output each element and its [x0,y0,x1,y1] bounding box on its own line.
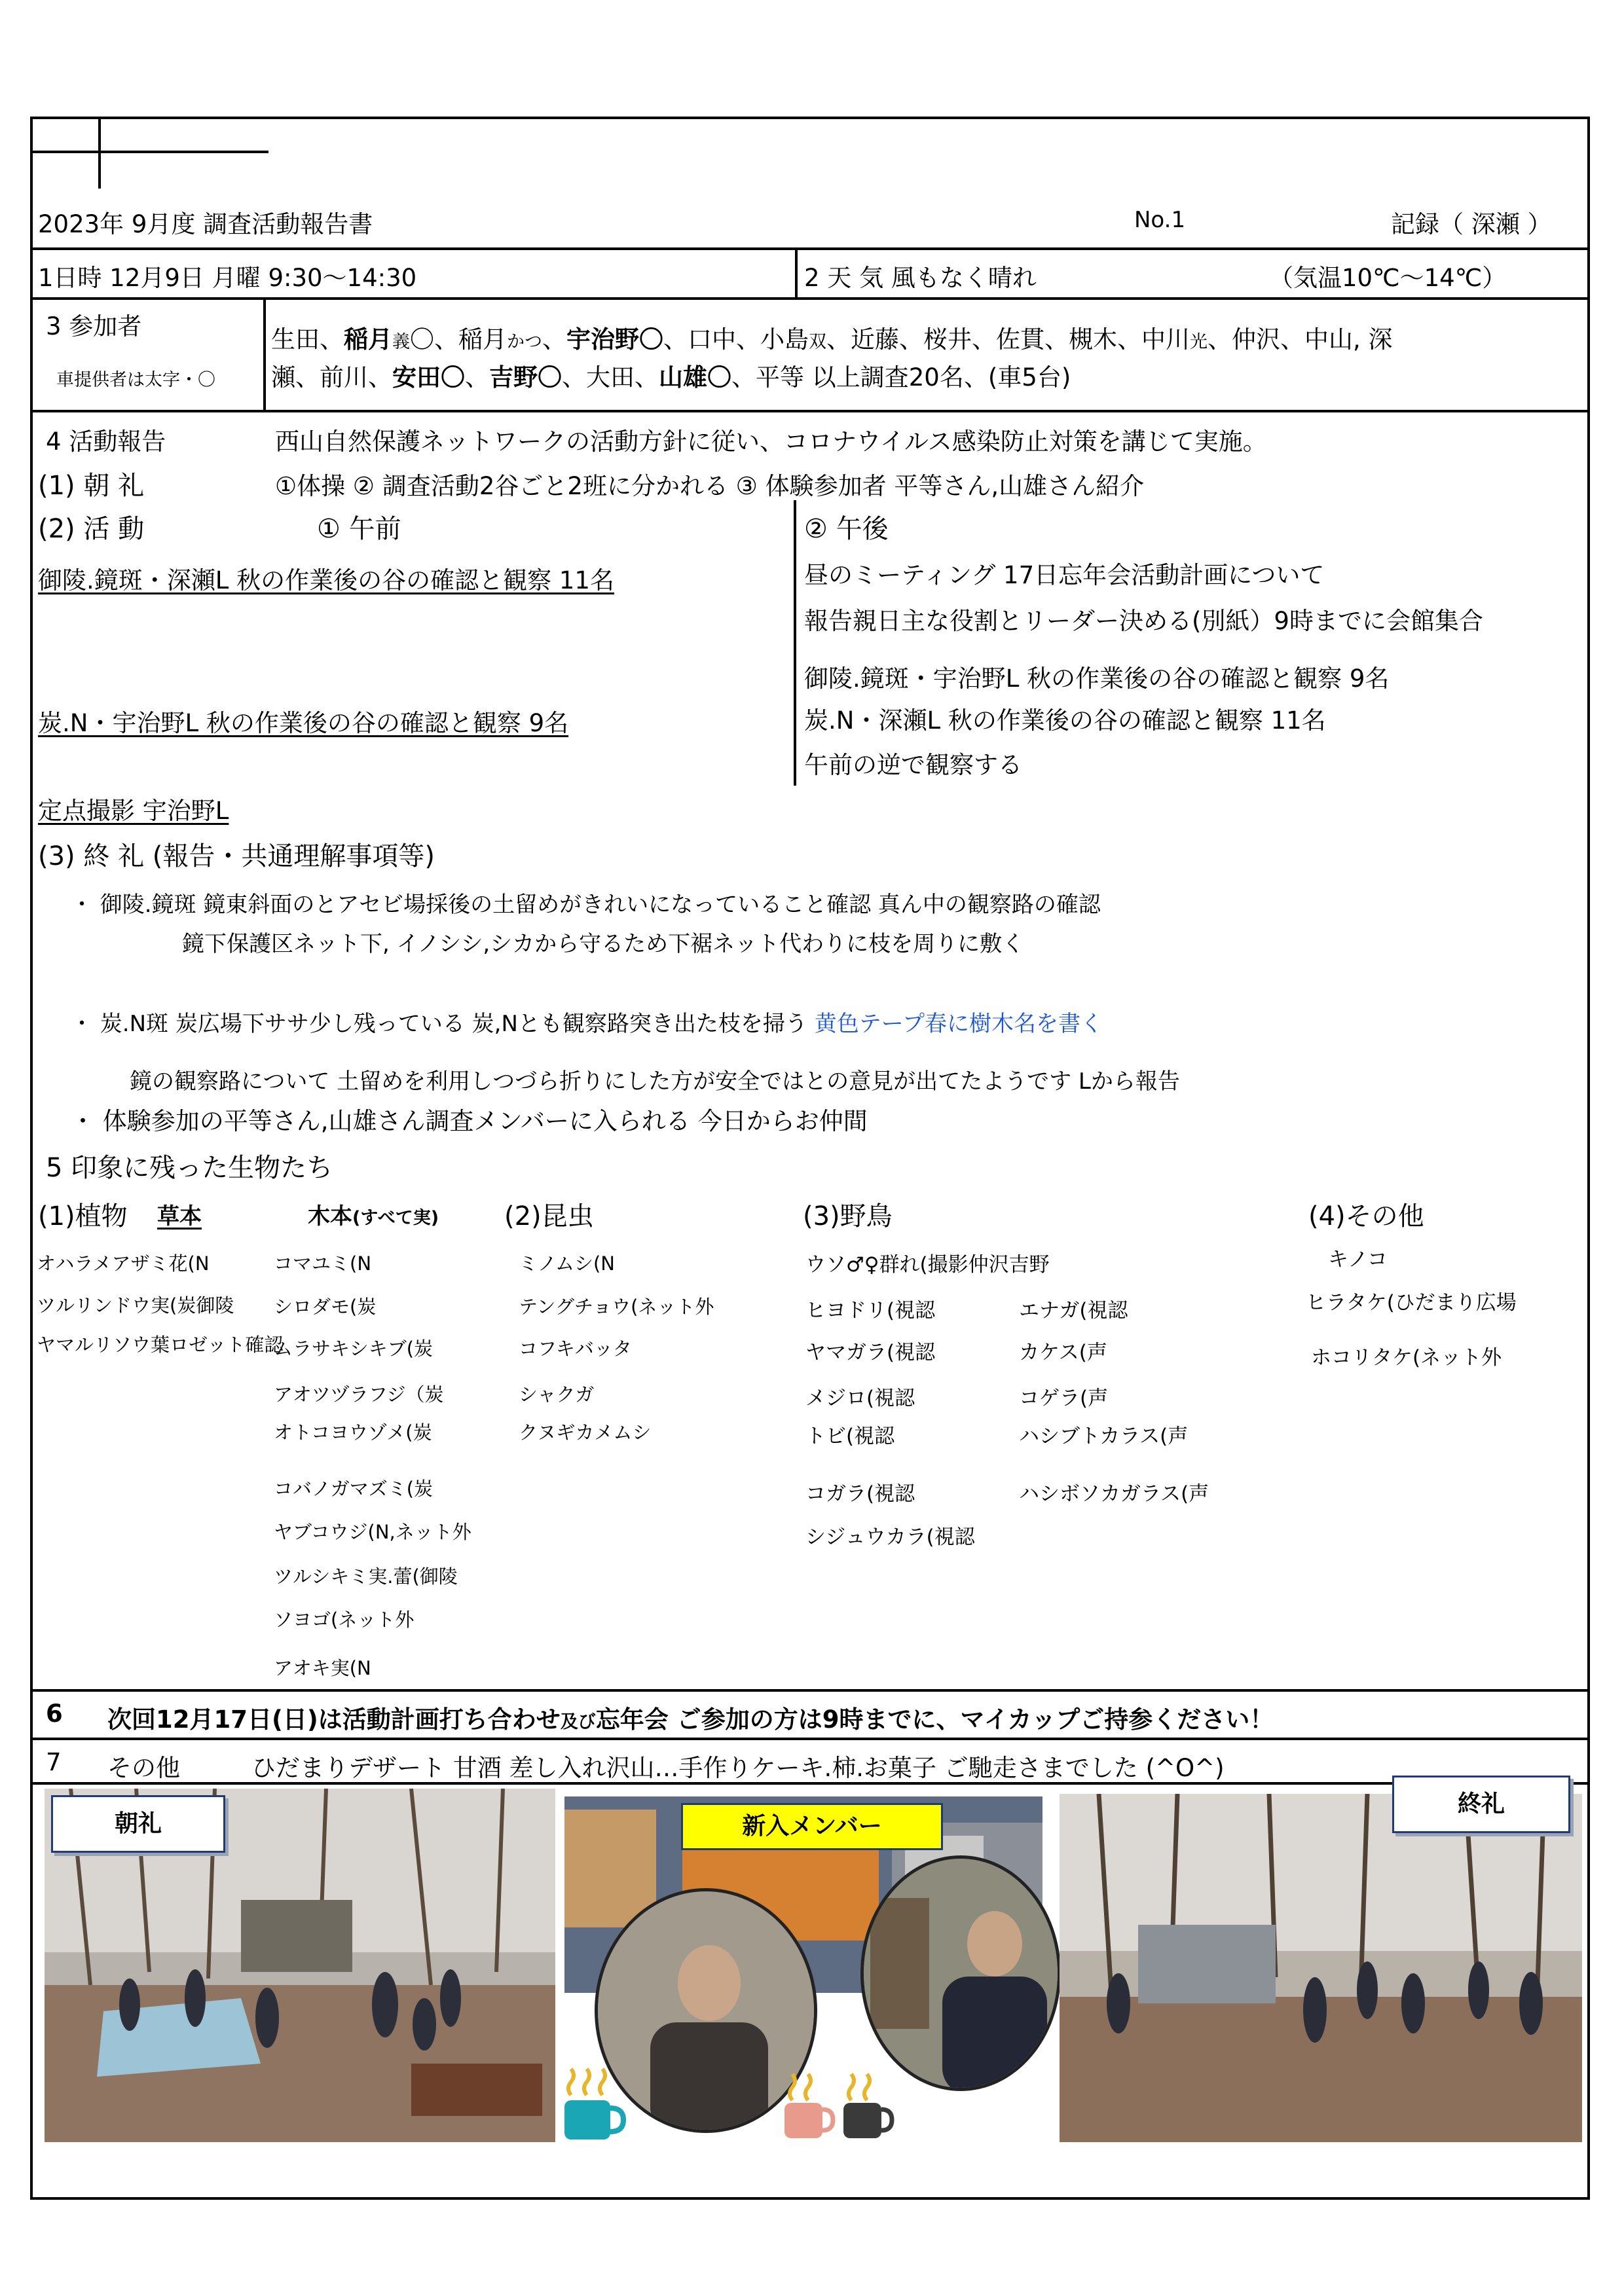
misc-number: 7 [46,1748,62,1776]
insect-item: テングチョウ(ネット外 [519,1296,714,1318]
end-photo [1060,1794,1582,2142]
herb-item: オハラメアザミ花(N [37,1252,210,1275]
am-line2: 炭.N・宇治野L 秋の作業後の谷の確認と観察 9名 [38,709,569,737]
pm-line4: 炭.N・深瀬L 秋の作業後の谷の確認と観察 11名 [804,706,1326,735]
divider [30,1689,1590,1692]
tree-item: ヤブコウジ(N,ネット外 [274,1521,471,1543]
birds-label: (3)野鳥 [803,1201,893,1231]
activity-heading: 4 活動報告 [46,428,166,456]
divider [794,500,796,786]
activity-summary: 西山自然保護ネットワークの活動方針に従い、コロナウイルス感染防止対策を講じて実施。 [275,428,1267,456]
pink-mug-icon [779,2069,836,2141]
pm-line5: 午前の逆で観察する [804,751,1022,779]
bird-item: エナガ(視認 [1019,1299,1128,1322]
insect-item: コフキバッタ [519,1338,632,1360]
morning-label: (1) 朝 礼 [38,471,145,501]
closing-bullet1: ・ 御陵.鏡斑 鏡東斜面のとアセビ場採後の土留めがきれいになっていること確認 真ん中の観察路の確認 [71,892,1101,918]
divider [30,247,1590,250]
closing-bullet2: ・ 炭.N斑 炭広場下ササ少し残っている 炭,Nとも観察路突き出た枝を掃う 黄色テープ春に樹木名を書く [71,1011,1103,1037]
pm-line3: 御陵.鏡斑・宇治野L 秋の作業後の谷の確認と観察 9名 [804,665,1390,693]
tree-item: ソヨゴ(ネット外 [274,1609,415,1631]
participants-label: 3 参加者 [46,312,142,340]
crop-mark-v [98,117,101,189]
misc-label: その他 [107,1754,180,1782]
creatures-heading: 5 印象に残った生物たち [46,1153,333,1183]
weather: 2 天 気 風もなく晴れ [804,264,1037,292]
bird-item: コゲラ(声 [1019,1387,1109,1410]
am-line1: 御陵.鏡斑・深瀬L 秋の作業後の谷の確認と観察 11名 [38,566,614,594]
pm-label: ② 午後 [804,514,889,544]
am-label: ① 午前 [317,514,401,544]
insect-item: クヌギカメムシ [519,1421,652,1444]
closing-bullet1-cont: 鏡下保護区ネット下, イノシシ,シカから守るため下裾ネット代わりに枝を周りに敷く [182,931,1025,957]
plants-label: (1)植物 [38,1201,128,1231]
tree-item: シロダモ(炭 [274,1296,377,1318]
black-mug-icon [838,2069,895,2141]
divider [30,410,1590,412]
divider [795,247,798,297]
new-members-label: 新入メンバー [681,1803,943,1850]
bird-item: カケス(声 [1019,1341,1107,1364]
herb-label: 草本 [157,1203,202,1230]
insect-item: シャクガ [519,1383,595,1406]
misc-text: ひだまりデザート 甘酒 差し入れ沢山…手作りケーキ.柿.お菓子 ご馳走さまでした (^O^) [251,1754,1225,1782]
bird-item: コガラ(視認 [805,1482,915,1506]
tree-item: アオツヅラフジ（炭 [274,1383,444,1406]
other-item: ホコリタケ(ネット外 [1311,1346,1502,1370]
closing-bullet3: ・ 体験参加の平等さん,山雄さん調査メンバーに入られる 今日からお仲間 [71,1107,868,1135]
bird-item: ハシボソカガラス(声 [1019,1482,1209,1506]
bird-top-item: ウソ♂♀群れ(撮影仲沢吉野 [805,1253,1050,1277]
other-head: キノコ [1328,1248,1388,1271]
report-title: 2023年 9月度 調査活動報告書 [38,210,373,238]
report-number: No.1 [1134,207,1186,233]
divider [30,1782,1590,1785]
bird-item: シジュウカラ(視認 [805,1525,975,1549]
tree-item: ツルシキミ実.蕾(御陵 [274,1565,458,1588]
end-label: 終礼 [1392,1776,1570,1833]
temperature: （気温10℃～14℃） [1269,264,1507,292]
insects-label: (2)昆虫 [504,1201,594,1231]
herb-item: ツルリンドウ実(炭御陵 [37,1294,234,1317]
participants-line1: 生田、稲月義〇、稲月かつ、宇治野〇、口中、小島双、近藤、桜井、佐貫、槻木、中川光、仲沢、中山, 深 [271,325,1393,354]
tree-item: ムラサキシキブ(炭 [274,1338,434,1360]
divider [263,297,266,410]
bird-item: トビ(視認 [805,1425,895,1448]
tree-item: コマユミ(N [274,1252,372,1275]
other-label: (4)その他 [1308,1201,1424,1231]
pm-line2: 報告親日主な役割とリーダー決める(別紙）9時までに会館集合 [804,607,1483,635]
bird-item: メジロ(視認 [805,1387,915,1410]
participants-note: 車提供者は太字・〇 [56,370,215,390]
tree-label: 木本(すべて実) [308,1203,439,1230]
next-meeting: 次回12月17日(日)は活動計画打ち合わせ及び忘年会 ご参加の方は9時までに、マイカップご持参ください！ [107,1705,1274,1734]
teal-mug-icon [558,2062,626,2143]
morning-items: ①体操 ② 調査活動2谷ごと2班に分かれる ③ 体験参加者 平等さん,山雄さん紹介 [275,472,1145,500]
crop-mark-h [30,151,268,153]
next-number: 6 [46,1700,63,1728]
closing-bullet2-cont: 鏡の観察路について 土留めを利用しつづら折りにした方が安全ではとの意見が出てたようです Lから報告 [130,1068,1180,1095]
morning-label: 朝礼 [51,1795,225,1853]
herb-item: ヤマルリソウ葉ロゼット確認 [37,1334,284,1356]
bird-item: ハシブトカラス(声 [1019,1425,1189,1448]
highlight-text: 黄色テープ春に樹木名を書く [814,1011,1103,1037]
participants-line2: 瀬、前川、安田〇、吉野〇、大田、山雄〇、平等 以上調査20名、(車5台) [271,363,1071,392]
am-line3: 定点撮影 宇治野L [38,797,229,825]
closing-label: (3) 終 礼 (報告・共通理解事項等) [38,841,435,871]
bird-item: ヒヨドリ(視認 [805,1299,936,1322]
insect-item: ミノムシ(N [519,1252,615,1275]
datetime: 1日時 12月9日 月曜 9:30～14:30 [38,264,417,292]
pm-line1: 昼のミーティング 17日忘年会活動計画について [804,561,1325,589]
tree-item: オトコヨウゾメ(炭 [274,1421,432,1444]
other-item: ヒラタケ(ひだまり広場 [1306,1291,1517,1315]
member-photo-2 [860,1855,1061,2091]
tree-item: コバノガマズミ(炭 [274,1478,434,1500]
divider [30,1738,1590,1740]
recorder: 記録（ 深瀬 ） [1391,210,1552,238]
bird-item: ヤマガラ(視認 [805,1341,936,1364]
activity-label: (2) 活 動 [38,514,145,544]
tree-item: アオキ実(N [274,1657,371,1679]
